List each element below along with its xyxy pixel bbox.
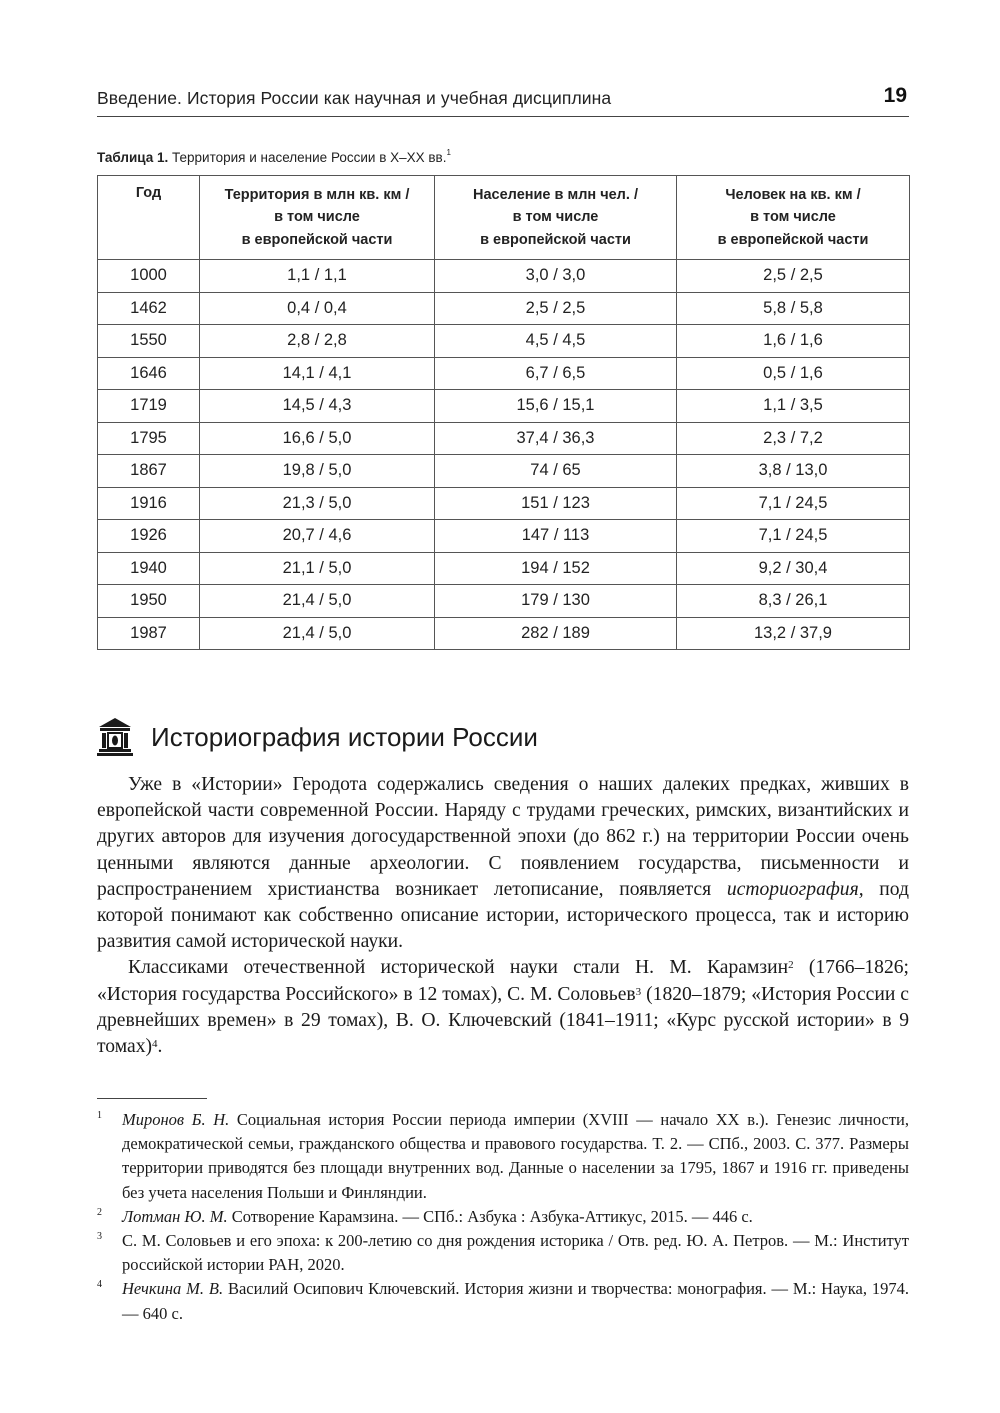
running-head bbox=[97, 84, 909, 114]
cell-territory: 21,1 / 5,0 bbox=[200, 552, 435, 585]
table-caption bbox=[97, 150, 451, 165]
section-title: Историография истории России bbox=[151, 722, 538, 752]
table-row bbox=[98, 585, 910, 618]
footnote: 2 Лотман Ю. М. Сотворение Карамзина. — СПб.: Азбука : Азбука-Аттикус, 2015. — 446 с. bbox=[97, 1205, 909, 1229]
page-number: 19 bbox=[883, 84, 907, 107]
table-row bbox=[98, 422, 910, 455]
population-table bbox=[97, 175, 910, 650]
cell-territory: 20,7 / 4,6 bbox=[200, 520, 435, 553]
cell-year: 1719 bbox=[98, 390, 200, 423]
footnote-mark: 4 bbox=[97, 1279, 102, 1291]
body-text bbox=[97, 772, 909, 1060]
table-row bbox=[98, 390, 910, 423]
cell-population: 15,6 / 15,1 bbox=[435, 390, 677, 423]
footnote-divider bbox=[97, 1098, 207, 1099]
cell-density: 2,5 / 2,5 bbox=[677, 260, 910, 293]
cell-year: 1916 bbox=[98, 487, 200, 520]
cell-density: 13,2 / 37,9 bbox=[677, 617, 910, 650]
cell-territory: 19,8 / 5,0 bbox=[200, 455, 435, 488]
paragraph: Классиками отечественной исторической науки стали Н. М. Карамзин$^2$ (1766–1826; «История государства Российского» в 12 томах), С. М. Соловьев$^3$ (1820–1879; «История России с древнейших времен» в 29 томах), В. О. Ключевский (1841–1911; «Курс русской истории» в 9 томах)$^4$. bbox=[97, 957, 909, 1058]
table-row bbox=[98, 292, 910, 325]
cell-year: 1867 bbox=[98, 455, 200, 488]
footnotes bbox=[97, 1108, 909, 1326]
museum-icon bbox=[97, 716, 133, 756]
cell-year: 1550 bbox=[98, 325, 200, 358]
term-italic: историография, bbox=[726, 878, 864, 900]
cell-density: 9,2 / 30,4 bbox=[677, 552, 910, 585]
table-row bbox=[98, 325, 910, 358]
table-row bbox=[98, 520, 910, 553]
cell-population: 74 / 65 bbox=[435, 455, 677, 488]
header-divider bbox=[97, 116, 909, 117]
footnote-ref: 4 bbox=[152, 1038, 158, 1051]
footnote-mark: 3 bbox=[97, 1231, 102, 1243]
cell-population: 147 / 113 bbox=[435, 520, 677, 553]
cell-territory: 1,1 / 1,1 bbox=[200, 260, 435, 293]
cell-population: 37,4 / 36,3 bbox=[435, 422, 677, 455]
cell-population: 2,5 / 2,5 bbox=[435, 292, 677, 325]
header-year: Год bbox=[98, 176, 200, 260]
cell-territory: 0,4 / 0,4 bbox=[200, 292, 435, 325]
cell-density: 2,3 / 7,2 bbox=[677, 422, 910, 455]
footnote-author: Лотман Ю. М. bbox=[122, 1206, 228, 1226]
table-row bbox=[98, 455, 910, 488]
header-population: Население в млн чел. / в том числе в европейской части bbox=[435, 176, 677, 260]
cell-density: 8,3 / 26,1 bbox=[677, 585, 910, 618]
cell-territory: 14,1 / 4,1 bbox=[200, 357, 435, 390]
cell-territory: 21,4 / 5,0 bbox=[200, 617, 435, 650]
cell-density: 7,1 / 24,5 bbox=[677, 520, 910, 553]
cell-population: 3,0 / 3,0 bbox=[435, 260, 677, 293]
cell-year: 1462 bbox=[98, 292, 200, 325]
cell-territory: 21,3 / 5,0 bbox=[200, 487, 435, 520]
table-caption-text: Территория и население России в X–XX вв. bbox=[168, 150, 447, 165]
cell-territory: 16,6 / 5,0 bbox=[200, 422, 435, 455]
cell-population: 151 / 123 bbox=[435, 487, 677, 520]
footnote-mark: 2 bbox=[97, 1206, 102, 1218]
table-row bbox=[98, 552, 910, 585]
cell-density: 7,1 / 24,5 bbox=[677, 487, 910, 520]
footnote: 4 Нечкина М. В. Василий Осипович Ключевский. История жизни и творчества: монография. — М.: Наука, 1974. — 640 с. bbox=[97, 1277, 909, 1325]
cell-population: 179 / 130 bbox=[435, 585, 677, 618]
footnote-ref: 1 bbox=[446, 148, 451, 157]
cell-year: 1987 bbox=[98, 617, 200, 650]
footnote-ref: 2 bbox=[788, 959, 794, 972]
header-territory: Территория в млн кв. км / в том числе в европейской части bbox=[200, 176, 435, 260]
cell-year: 1795 bbox=[98, 422, 200, 455]
paragraph: Уже в «Истории» Геродота содержались сведения о наших далеких предках, живших в европейской части современной России. Наряду с трудами греческих, римских, византийских и других авторов для изучения догосударственной эпохи (до 862 г.) на территории России очень ценными являются данные археологии. С появлением государства, письменности и распространением христианства возникает летописание, появляется историография, под которой понимают как собственно описание истории, исторического процесса, так и историю развития самой исторической науки. bbox=[97, 774, 909, 953]
table-row bbox=[98, 260, 910, 293]
cell-density: 1,1 / 3,5 bbox=[677, 390, 910, 423]
cell-density: 3,8 / 13,0 bbox=[677, 455, 910, 488]
header-density: Человек на кв. км / в том числе в европейской части bbox=[677, 176, 910, 260]
cell-year: 1950 bbox=[98, 585, 200, 618]
cell-territory: 2,8 / 2,8 bbox=[200, 325, 435, 358]
cell-territory: 14,5 / 4,3 bbox=[200, 390, 435, 423]
table-row bbox=[98, 357, 910, 390]
cell-year: 1940 bbox=[98, 552, 200, 585]
cell-year: 1000 bbox=[98, 260, 200, 293]
cell-population: 6,7 / 6,5 bbox=[435, 357, 677, 390]
cell-territory: 21,4 / 5,0 bbox=[200, 585, 435, 618]
footnote: 1 Миронов Б. Н. Социальная история России периода империи (XVIII — начало XX в.). Генезис личности, демократической семьи, гражданского общества и правового государства. Т. 2. — СПб., 2003. С. 377. Размеры территории приводятся без площади внутренних вод. Данные о населении за 1795, 1867 и 1916 гг. приведены без учета населения Польши и Финляндии. bbox=[97, 1108, 909, 1205]
footnote-author: Нечкина М. В. bbox=[122, 1279, 224, 1299]
cell-density: 5,8 / 5,8 bbox=[677, 292, 910, 325]
table-row bbox=[98, 617, 910, 650]
table-caption-label: Таблица 1. bbox=[97, 150, 169, 165]
footnote-mark: 1 bbox=[97, 1110, 102, 1121]
cell-density: 1,6 / 1,6 bbox=[677, 325, 910, 358]
cell-population: 282 / 189 bbox=[435, 617, 677, 650]
table-header-row bbox=[98, 176, 910, 260]
footnote-ref: 3 bbox=[635, 985, 642, 998]
cell-year: 1646 bbox=[98, 357, 200, 390]
footnote: 3 С. М. Соловьев и его эпоха: к 200-летию со дня рождения историка / Отв. ред. Ю. А. Петров. — М.: Институт российской истории РАН, 2020. bbox=[97, 1229, 909, 1277]
cell-year: 1926 bbox=[98, 520, 200, 553]
cell-density: 0,5 / 1,6 bbox=[677, 357, 910, 390]
cell-population: 194 / 152 bbox=[435, 552, 677, 585]
table-row bbox=[98, 487, 910, 520]
footnote-author: Миронов Б. Н. bbox=[122, 1110, 230, 1129]
running-head-title: Введение. История России как научная и учебная дисциплина bbox=[97, 88, 612, 108]
cell-population: 4,5 / 4,5 bbox=[435, 325, 677, 358]
